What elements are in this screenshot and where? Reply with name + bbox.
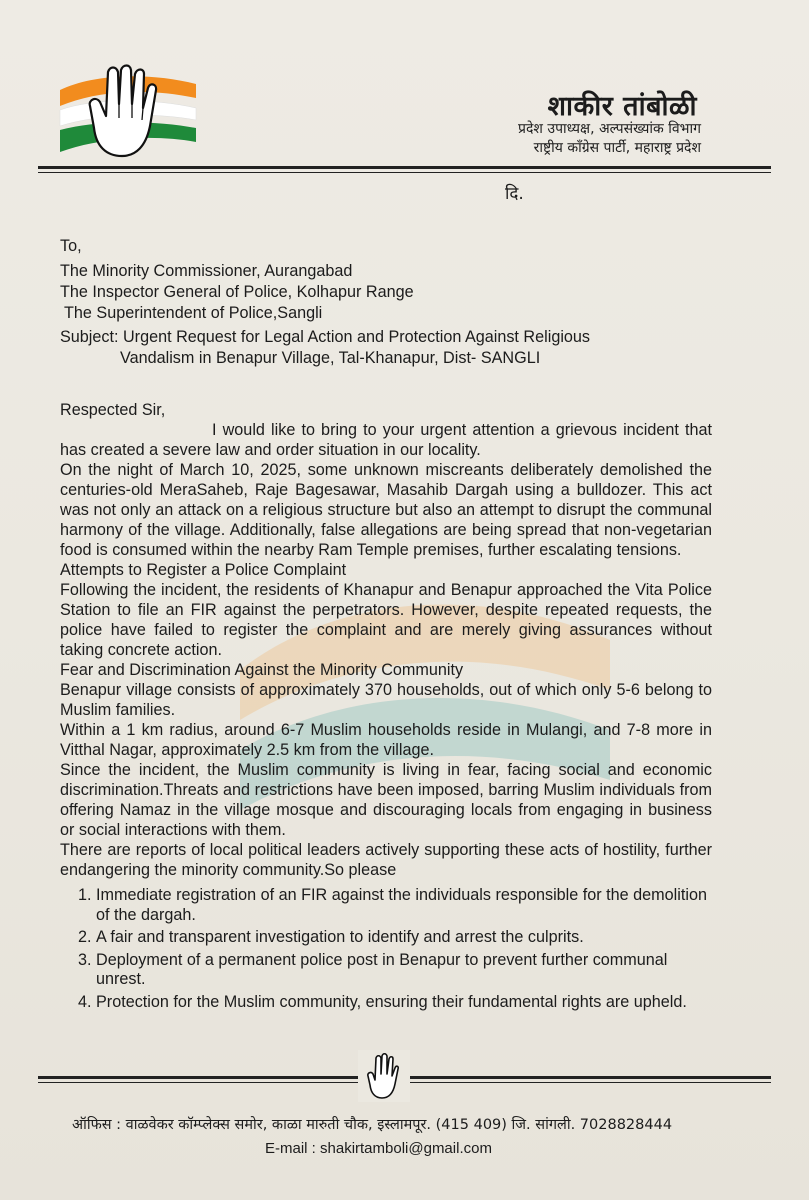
section-heading: Fear and Discrimination Against the Minority Community (60, 661, 464, 679)
list-item: 3. Deployment of a permanent police post in Benapur to prevent further communal unrest. (96, 951, 716, 990)
header-divider (38, 166, 771, 169)
contact-email: E-mail : shakirtamboli@gmail.com (265, 1140, 492, 1157)
congress-hand-small-icon (358, 1050, 410, 1102)
paragraph-complaint: Following the incident, the residents of Khanapur and Benapur approached the Vita Police Station to file an FIR against the perpetrators. However, despite repeated requests, the police have failed to register the complaint and are merely giving assurances without taking concrete action. (60, 581, 712, 659)
recipient-1: The Minority Commissioner, Aurangabad (60, 262, 353, 280)
office-address: ऑफिस : वाळवेकर कॉम्प्लेक्स समोर, काळा मारुती चौक, इस्लामपूर. (415 409) जि. सांगली. 7028828444 (72, 1117, 673, 1133)
list-item: 1. Immediate registration of an FIR against the individuals responsible for the demolition of the dargah. (96, 886, 716, 925)
salutation: Respected Sir, (60, 401, 166, 419)
letter-body (60, 400, 712, 880)
recipient-3: The Superintendent of Police,Sangli (64, 304, 323, 322)
subject-block (60, 327, 590, 369)
paragraph-intro: I would like to bring to your urgent attention a grievous incident that has created a severe law and order situation in our locality. (60, 421, 712, 459)
sender-designation: प्रदेश उपाध्यक्ष, अल्पसंख्यांक विभाग (518, 121, 701, 137)
demands-list (76, 886, 716, 1015)
recipient-2: The Inspector General of Police, Kolhapur Range (60, 283, 414, 301)
recipients-block (60, 236, 414, 323)
congress-hand-logo-icon (58, 62, 198, 162)
section-heading: Attempts to Register a Police Complaint (60, 561, 347, 579)
date-label: दि. (505, 184, 524, 204)
subject-line-1: Subject: Urgent Request for Legal Action and Protection Against Religious (60, 328, 591, 346)
paragraph-fear: Since the incident, the Muslim community is living in fear, facing social and economic discrimination.Threats and restrictions have been imposed, barring Muslim individuals from offering Namaz in the village mosque and discouraging locals from engaging in business or social interactions with them. (60, 761, 712, 839)
list-item: 4. Protection for the Muslim community, ensuring their fundamental rights are upheld. (96, 993, 716, 1013)
header-divider-thin (38, 172, 771, 173)
paragraph-incident: On the night of March 10, 2025, some unknown miscreants deliberately demolished the centuries-old MeraSaheb, Raje Bagesawar, Masahib Dargah using a bulldozer. This act was not only an attack on a religious structure but also an attempt to disrupt the communal harmony of the village. Additionally, false allegations are being spread that non-vegetarian food is consumed within the nearby Ram Temple premises, further escalating tensions. (60, 461, 712, 559)
sender-name: शाकीर तांबोळी (547, 91, 697, 122)
sender-organization: राष्ट्रीय कॉंग्रेस पार्टी, महाराष्ट्र प्रदेश (533, 140, 701, 156)
to-label: To, (60, 237, 82, 255)
paragraph-reports: There are reports of local political leaders actively supporting these acts of hostility, further endangering the minority community.So please (60, 841, 712, 879)
paragraph-households: Benapur village consists of approximately 370 households, out of which only 5-6 belong to Muslim families. (60, 681, 712, 719)
list-item: 2. A fair and transparent investigation to identify and arrest the culprits. (96, 928, 716, 948)
subject-line-2: Vandalism in Benapur Village, Tal-Khanapur, Dist- SANGLI (120, 349, 541, 367)
paragraph-radius: Within a 1 km radius, around 6-7 Muslim households reside in Mulangi, and 7-8 more in Vitthal Nagar, approximately 2.5 km from the village. (60, 721, 712, 759)
